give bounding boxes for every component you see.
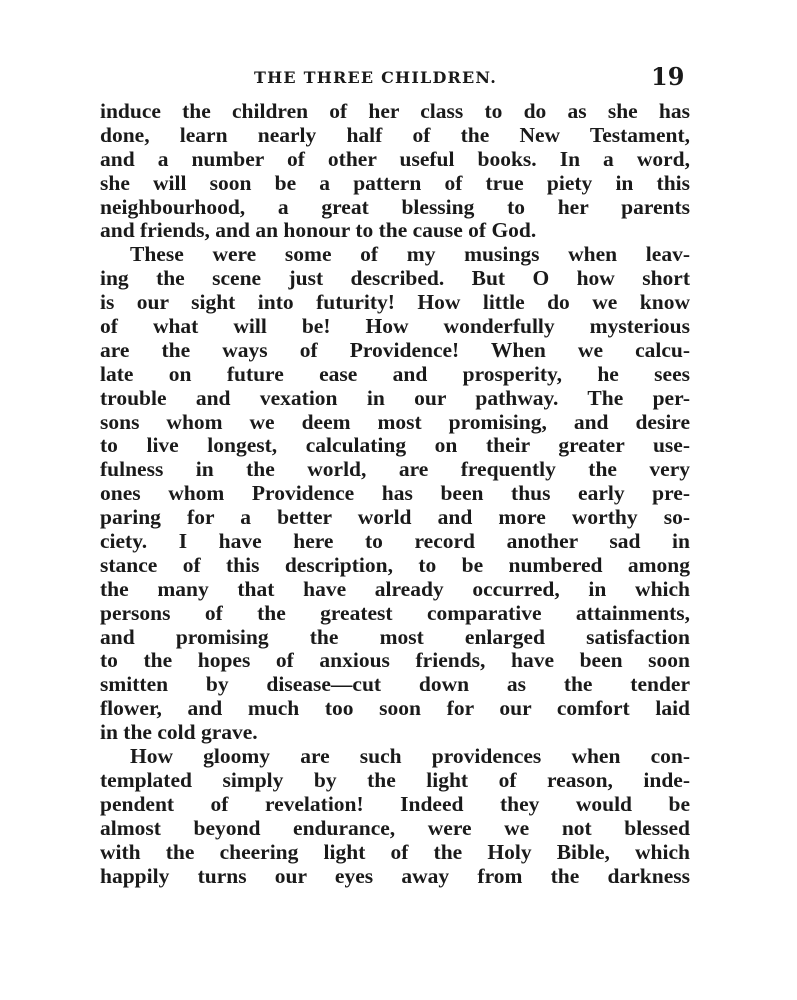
text-line: and a number of other useful books. In a word, (100, 146, 690, 171)
text-line: she will soon be a pattern of true piety in this (100, 170, 690, 195)
text-line: persons of the greatest comparative attainments, (100, 600, 690, 625)
body-text (100, 100, 690, 888)
text-line: late on future ease and prosperity, he sees (100, 361, 690, 386)
text-line: How gloomy are such providences when con- (130, 744, 690, 769)
text-line: the many that have already occurred, in which (100, 576, 690, 601)
text-line: sons whom we deem most promising, and desire (100, 409, 690, 434)
text-line: smitten by disease—cut down as the tender (100, 672, 690, 697)
text-line: in the cold grave. (100, 720, 258, 745)
text-line: induce the children of her class to do as she has (100, 99, 690, 123)
text-line: paring for a better world and more worthy so- (100, 505, 690, 530)
text-line: ones whom Providence has been thus early pre- (100, 481, 690, 506)
text-line: almost beyond endurance, were we not blessed (100, 815, 690, 840)
text-line: is our sight into futurity! How little do we know (100, 290, 690, 315)
text-line: of what will be! How wonderfully mysterious (100, 314, 690, 339)
text-line: trouble and vexation in our pathway. The per- (100, 385, 690, 410)
text-line: ing the scene just described. But O how short (100, 266, 690, 291)
text-line: happily turns our eyes away from the darkness (100, 863, 690, 888)
text-line: done, learn nearly half of the New Testament, (100, 122, 690, 147)
text-line: neighbourhood, a great blessing to her parents (100, 194, 690, 219)
text-line: and friends, and an honour to the cause of God. (100, 218, 537, 243)
text-line: are the ways of Providence! When we calcu- (100, 337, 690, 362)
text-line: stance of this description, to be numbered among (100, 552, 690, 577)
text-line: and promising the most enlarged satisfaction (100, 624, 690, 649)
text-line: pendent of revelation! Indeed they would be (100, 791, 690, 816)
text-line: fulness in the world, are frequently the very (100, 457, 690, 482)
text-line: templated simply by the light of reason, inde- (100, 767, 690, 792)
running-head (0, 62, 797, 92)
text-line: to live longest, calculating on their greater use- (100, 433, 690, 458)
text-line: ciety. I have here to record another sad in (100, 529, 690, 554)
text-line: with the cheering light of the Holy Bible, which (100, 839, 690, 864)
page-number: 19 (651, 62, 685, 91)
text-line: to the hopes of anxious friends, have been soon (100, 648, 690, 673)
text-line: These were some of my musings when leav- (130, 242, 690, 267)
running-title: THE THREE CHILDREN. (254, 68, 497, 87)
text-line: flower, and much too soon for our comfort laid (100, 696, 690, 721)
